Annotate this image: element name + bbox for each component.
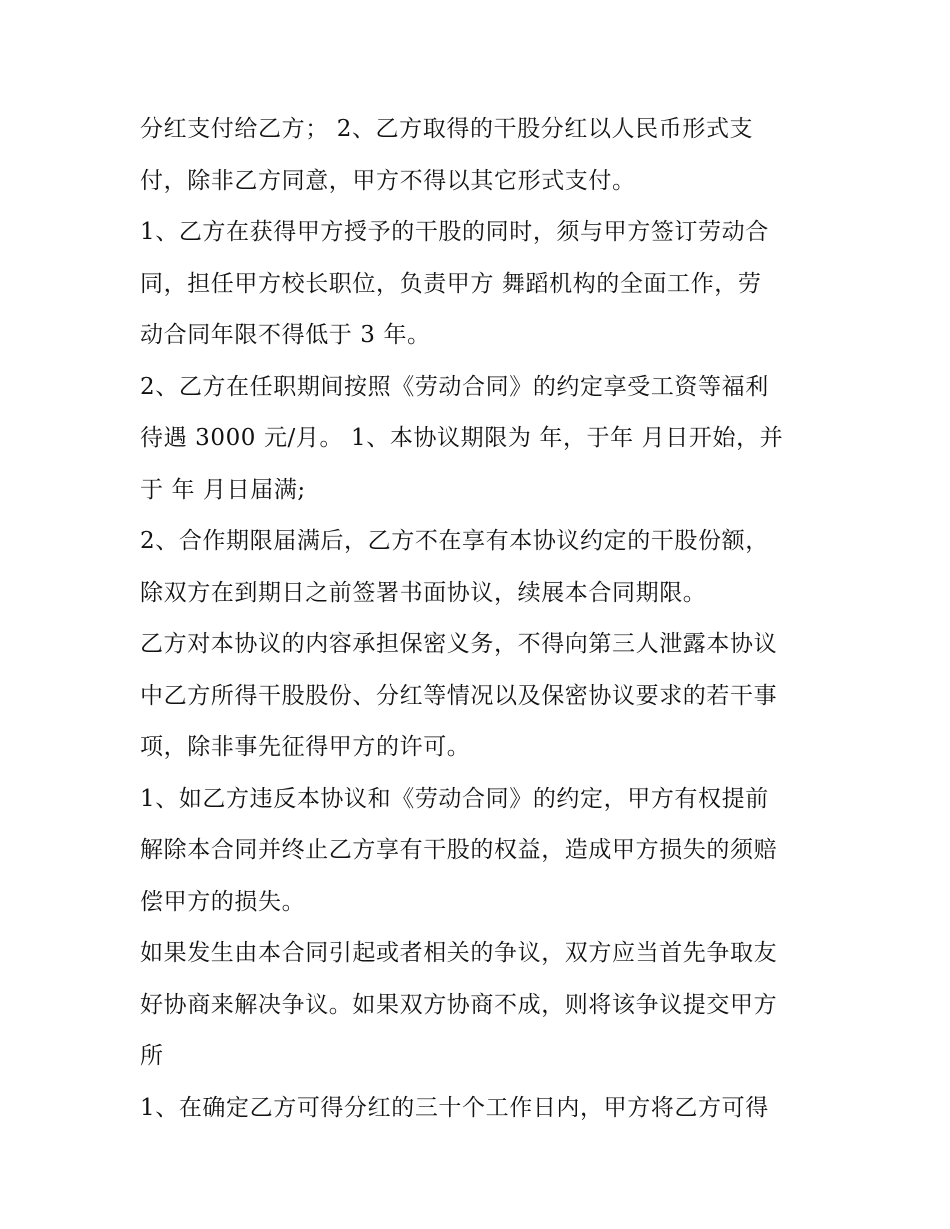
text-line: 好协商来解决争议。如果双方协商不成，则将该争议提交甲方 bbox=[140, 991, 778, 1018]
text-line: 付，除非乙方同意，甲方不得以其它形式支付。 bbox=[140, 167, 636, 194]
text-line: 分红支付给乙方； 2、乙方取得的干股分红以人民币形式支 bbox=[140, 116, 754, 142]
text-line: 中乙方所得干股股份、分红等情况以及保密协议要求的若干事 bbox=[140, 682, 778, 709]
text-line: 同，担任甲方校长职位，负责甲方 舞蹈机构的全面工作，劳 bbox=[140, 270, 762, 297]
paragraph-dividend-timing bbox=[140, 1083, 820, 1135]
text-line: 1、如乙方违反本协议和《劳动合同》的约定，甲方有权提前 bbox=[140, 785, 769, 812]
text-line: 乙方对本协议的内容承担保密义务，不得向第三人泄露本协议 bbox=[140, 631, 778, 657]
text-line: 偿甲方的损失。 bbox=[140, 888, 306, 915]
paragraph-term-expiry bbox=[140, 516, 820, 619]
paragraph-labor-contract bbox=[140, 207, 820, 362]
paragraph-breach bbox=[140, 774, 820, 929]
document-body bbox=[140, 104, 820, 1134]
text-line: 待遇 3000 元/月。 1、本协议期限为 年，于年 月日开始，并 bbox=[140, 425, 784, 451]
paragraph-dispute bbox=[140, 928, 820, 1083]
paragraph-confidentiality bbox=[140, 619, 820, 774]
text-line: 除双方在到期日之前签署书面协议，续展本合同期限。 bbox=[140, 579, 707, 606]
text-line: 动合同年限不得低于 3 年。 bbox=[140, 322, 431, 348]
paragraph-salary-and-term bbox=[140, 362, 820, 517]
text-line: 所 bbox=[140, 1043, 164, 1069]
paragraph-dividend-payment bbox=[140, 104, 820, 207]
text-line: 2、合作期限届满后，乙方不在享有本协议约定的干股份额， bbox=[140, 528, 769, 554]
text-line: 1、在确定乙方可得分红的三十个工作日内，甲方将乙方可得 bbox=[140, 1094, 769, 1121]
text-line: 2、乙方在任职期间按照《劳动合同》的约定享受工资等福利 bbox=[140, 373, 769, 400]
text-line: 于 年 月日届满; bbox=[140, 476, 306, 503]
text-line: 解除本合同并终止乙方享有干股的权益，造成甲方损失的须赔 bbox=[140, 837, 778, 863]
text-line: 1、乙方在获得甲方授予的干股的同时，须与甲方签订劳动合 bbox=[140, 219, 769, 245]
text-line: 如果发生由本合同引起或者相关的争议，双方应当首先争取友 bbox=[140, 940, 778, 966]
text-line: 项，除非事先征得甲方的许可。 bbox=[140, 734, 471, 760]
